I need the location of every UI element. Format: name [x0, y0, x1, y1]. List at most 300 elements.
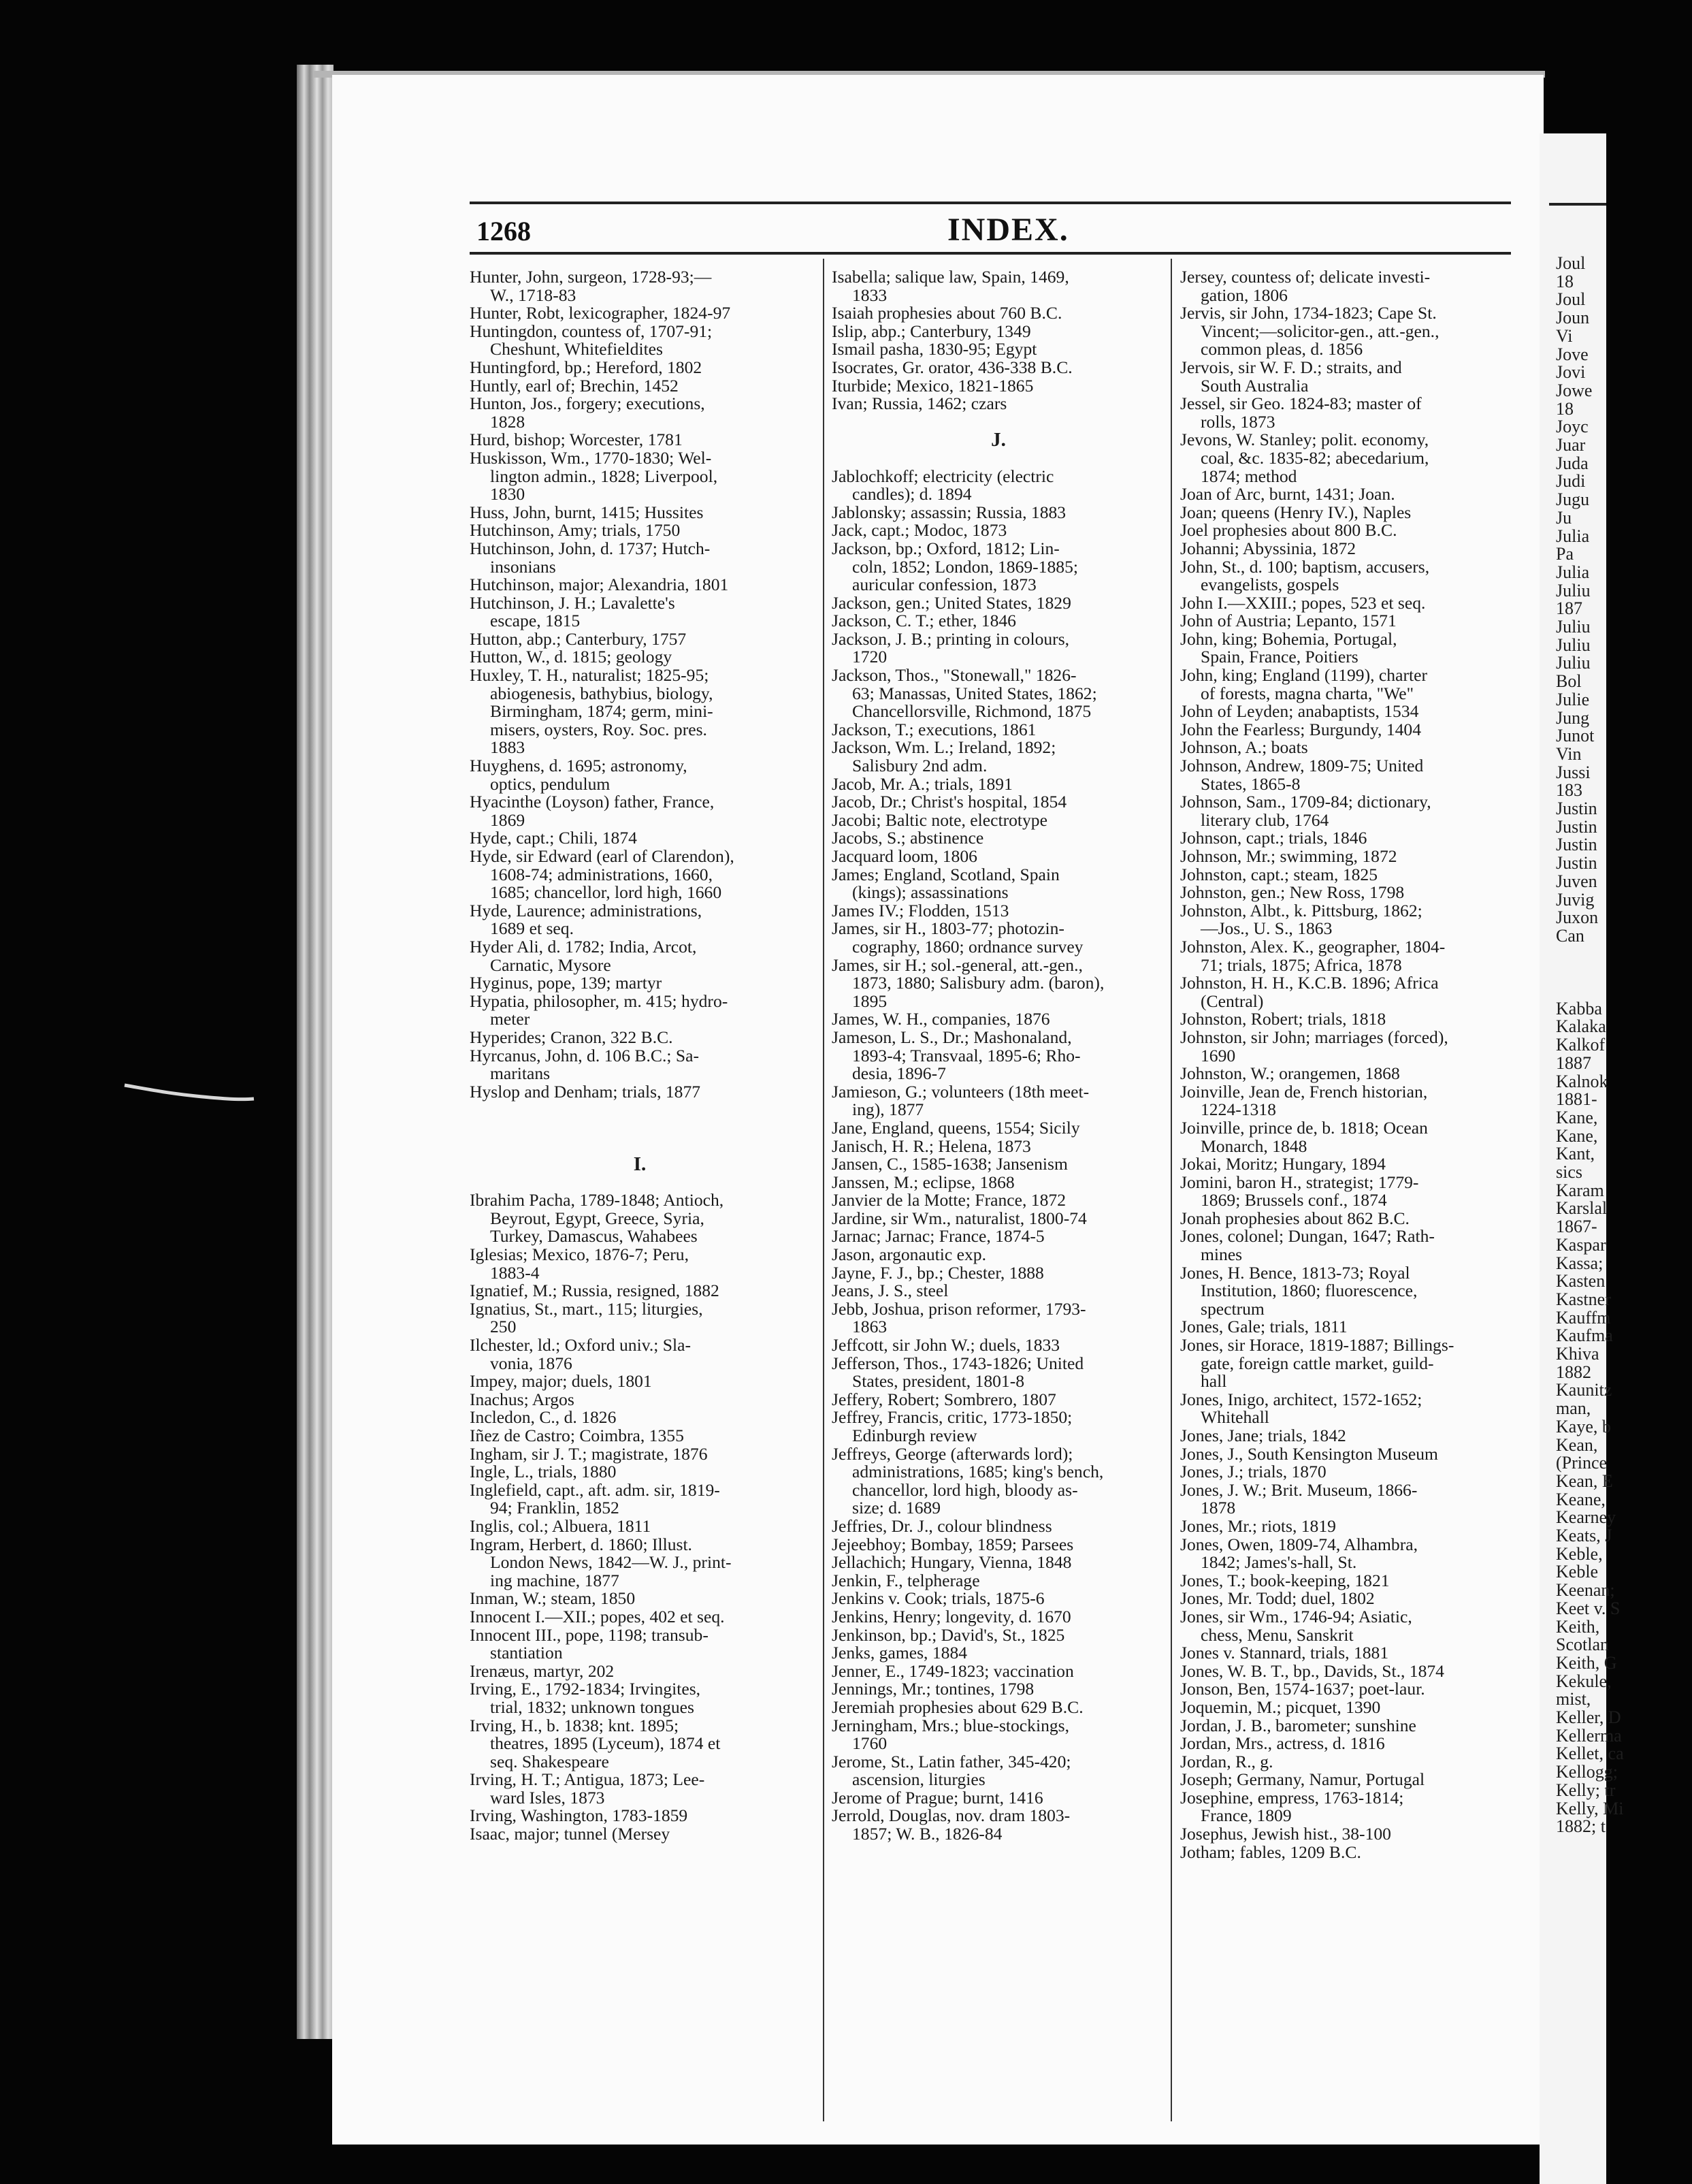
index-entry-line: Huss, John, burnt, 1415; Hussites: [470, 502, 704, 522]
index-entry-line: Isabella; salique law, Spain, 1469,: [832, 267, 1069, 287]
index-entry-line: Inman, W.; steam, 1850: [470, 1588, 636, 1609]
facing-page-line: Kellerma: [1556, 1725, 1622, 1746]
facing-page-line: mist,: [1556, 1689, 1591, 1709]
index-entry-continuation: 1830: [490, 484, 525, 504]
index-entry: [832, 1807, 1165, 1843]
index-entry-continuation: Chancellorsville, Richmond, 1875: [852, 701, 1092, 722]
facing-page-line: 18: [1556, 271, 1574, 291]
index-entry-continuation: escape, 1815: [490, 611, 581, 631]
index-entry-line: Jones, Jane; trials, 1842: [1180, 1426, 1346, 1445]
facing-page-line: Kean, E: [1556, 1471, 1613, 1491]
index-entry-continuation: of forests, magna charta, "We": [1201, 683, 1414, 703]
index-entry: [470, 1660, 810, 1681]
index-entry: [832, 1699, 1165, 1717]
index-entry-line: Hyacinthe (Loyson) father, France,: [470, 792, 715, 812]
index-entry: [1180, 1155, 1512, 1174]
index-entry-line: Jordan, R., g.: [1180, 1751, 1273, 1771]
index-entry: [1180, 1336, 1512, 1391]
index-entry-line: Jenkins, Henry; longevity, d. 1670: [832, 1606, 1071, 1626]
index-entry-line: Hunter, John, surgeon, 1728-93;—: [470, 267, 712, 287]
index-entry: [832, 268, 1165, 304]
index-entry-line: Islip, abp.; Canterbury, 1349: [832, 321, 1031, 341]
facing-page-line: Kaye, b: [1556, 1416, 1611, 1436]
index-entry: [470, 1391, 810, 1409]
index-entry-line: Jeffrey, Francis, critic, 1773-1850;: [832, 1407, 1073, 1428]
index-entry-continuation: hall: [1201, 1371, 1227, 1392]
spacer: [470, 1101, 810, 1119]
facing-page-line: Kabba: [1556, 998, 1602, 1018]
index-entry-line: Jomini, baron H., strategist; 1779-: [1180, 1172, 1419, 1192]
index-entry-continuation: 1857; W. B., 1826-84: [852, 1824, 1003, 1844]
facing-page-line: Keet v. S: [1556, 1598, 1621, 1618]
index-column-1: [470, 268, 810, 2138]
index-entry-line: Johanni; Abyssinia, 1872: [1180, 538, 1356, 558]
index-entry-line: Iturbide; Mexico, 1821-1865: [832, 375, 1034, 396]
index-entry: [1180, 1680, 1512, 1699]
index-entry-line: Ignatius, St., mart., 115; liturgies,: [470, 1298, 703, 1319]
index-entry-line: Jackson, Thos., "Stonewall," 1826-: [832, 665, 1077, 686]
index-entry: [1180, 757, 1512, 793]
index-entry-line: Jevons, W. Stanley; polit. economy,: [1180, 430, 1429, 450]
index-entry-continuation: size; d. 1689: [852, 1498, 941, 1518]
index-entry-continuation: 1874; method: [1201, 466, 1297, 486]
facing-page-line: Kalnok: [1556, 1071, 1608, 1091]
index-entry-line: Hunton, Jos., forgery; executions,: [470, 394, 705, 414]
index-entry-continuation: 1224-1318: [1201, 1099, 1276, 1120]
index-entry: [832, 1029, 1165, 1083]
index-entry: [1180, 485, 1512, 504]
index-entry-continuation: 1878: [1201, 1498, 1236, 1518]
header-rule-top: [470, 202, 1511, 204]
index-entry: [832, 1155, 1165, 1174]
index-entry: [1180, 739, 1512, 757]
index-entry: [1180, 1174, 1512, 1210]
index-entry-line: Jablochkoff; electricity (electric: [832, 466, 1054, 486]
index-entry-continuation: Whitehall: [1201, 1407, 1269, 1428]
index-entry-line: James; England, Scotland, Spain: [832, 864, 1060, 884]
index-entry: [1180, 630, 1512, 667]
index-entry-line: Joel prophesies about 800 B.C.: [1180, 520, 1397, 541]
column-divider-2: [1171, 259, 1172, 2121]
index-entry-continuation: insonians: [490, 556, 556, 577]
index-entry-line: Josephine, empress, 1763-1814;: [1180, 1787, 1404, 1808]
index-entry: [832, 1590, 1165, 1608]
index-entry: [832, 304, 1165, 323]
facing-page-line: Kane,: [1556, 1107, 1598, 1127]
index-entry: [1180, 1717, 1512, 1735]
index-entry-continuation: (kings); assassinations: [852, 882, 1009, 903]
index-entry: [1180, 1644, 1512, 1663]
page-number: 1268: [476, 216, 531, 246]
index-entry-line: Jones, J., South Kensington Museum: [1180, 1443, 1438, 1464]
index-entry-line: Jerningham, Mrs.; blue-stockings,: [832, 1715, 1070, 1735]
index-entry-line: John the Fearless; Burgundy, 1404: [1180, 719, 1422, 739]
index-entry: [470, 1807, 810, 1825]
index-entry-line: Jones, H. Bence, 1813-73; Royal: [1180, 1262, 1410, 1283]
index-entry: [832, 1300, 1165, 1336]
index-entry-line: Ivan; Russia, 1462; czars: [832, 394, 1007, 414]
facing-page-line: Kant,: [1556, 1144, 1595, 1164]
facing-page-line: Julia: [1556, 562, 1590, 582]
index-entry: [470, 359, 810, 377]
index-entry-line: Jeffery, Robert; Sombrero, 1807: [832, 1389, 1056, 1409]
index-entry: [1180, 395, 1512, 431]
index-entry-line: Jones, sir Wm., 1746-94; Asiatic,: [1180, 1606, 1412, 1626]
index-entry-line: Isocrates, Gr. orator, 436-338 B.C.: [832, 357, 1073, 377]
index-entry-line: Hypatia, philosopher, m. 415; hydro-: [470, 991, 728, 1011]
index-entry: [832, 1191, 1165, 1210]
index-entry-line: Hyrcanus, John, d. 106 B.C.; Sa-: [470, 1045, 699, 1065]
index-entry: [470, 974, 810, 993]
index-entry-line: Innocent III., pope, 1198; transub-: [470, 1624, 709, 1645]
index-entry: [470, 1445, 810, 1464]
index-entry: [470, 1047, 810, 1083]
index-entry: [1180, 703, 1512, 721]
index-entry-continuation: ascension, liturgies: [852, 1769, 986, 1790]
index-entry-continuation: Institution, 1860; fluorescence,: [1201, 1281, 1418, 1301]
facing-page-line: Kellet, ca: [1556, 1744, 1624, 1764]
facing-page-line: Jovi: [1556, 362, 1586, 383]
index-entry: [832, 1753, 1165, 1789]
facing-page-line: Kastner: [1556, 1289, 1611, 1309]
index-entry-continuation: meter: [490, 1009, 530, 1029]
index-entry: [832, 775, 1165, 794]
index-entry: [1180, 793, 1512, 829]
index-entry-line: Hyder Ali, d. 1782; India, Arcot,: [470, 936, 697, 957]
index-entry-line: Johnston, Robert; trials, 1818: [1180, 1009, 1386, 1029]
index-entry-line: Jayne, F. J., bp.; Chester, 1888: [832, 1262, 1044, 1283]
index-entry: [832, 1119, 1165, 1138]
index-entry: [470, 1590, 810, 1608]
index-entry: [1180, 884, 1512, 902]
facing-page-line: Keble: [1556, 1562, 1599, 1582]
index-entry-line: Jones, sir Horace, 1819-1887; Billings-: [1180, 1335, 1454, 1355]
index-entry-continuation: 1685; chancellor, lord high, 1660: [490, 882, 722, 903]
index-entry: [470, 1300, 810, 1336]
index-entry: [832, 594, 1165, 613]
index-entry: [470, 757, 810, 793]
index-entry-line: Jessel, sir Geo. 1824-83; master of: [1180, 394, 1422, 414]
index-entry-continuation: 1828: [490, 411, 525, 432]
index-entry-line: Jerome, St., Latin father, 345-420;: [832, 1751, 1071, 1771]
index-entry: [1180, 521, 1512, 540]
index-entry-continuation: rolls, 1873: [1201, 411, 1275, 432]
index-entry: [832, 630, 1165, 667]
index-entry-line: Huntingford, bp.; Hereford, 1802: [470, 357, 702, 377]
index-entry-line: Jonah prophesies about 862 B.C.: [1180, 1208, 1410, 1228]
index-entry: [832, 1227, 1165, 1246]
index-entry-line: Isaiah prophesies about 760 B.C.: [832, 303, 1062, 323]
index-entry: [832, 612, 1165, 630]
index-entry: [470, 1029, 810, 1047]
index-entry-line: Johnson, Mr.; swimming, 1872: [1180, 846, 1397, 866]
index-entry-line: Johnston, W.; orangemen, 1868: [1180, 1063, 1400, 1084]
index-entry-continuation: gate, foreign cattle market, guild-: [1201, 1353, 1434, 1373]
index-entry-line: Hyde, capt.; Chili, 1874: [470, 828, 637, 848]
index-entry: [1180, 1789, 1512, 1825]
index-entry-line: Irving, H. T.; Antigua, 1873; Lee-: [470, 1769, 705, 1790]
index-entry-line: Hutton, abp.; Canterbury, 1757: [470, 628, 687, 649]
column-divider-1: [823, 259, 824, 2121]
index-entry: [470, 1427, 810, 1445]
index-entry: [832, 739, 1165, 775]
index-entry: [470, 1717, 810, 1771]
index-entry-line: Irving, Washington, 1783-1859: [470, 1805, 688, 1826]
facing-page-header-rule: [1549, 203, 1606, 206]
index-entry-line: Huntly, earl of; Brechin, 1452: [470, 375, 679, 396]
index-entry-line: Inachus; Argos: [470, 1389, 574, 1409]
index-entry: [470, 1626, 810, 1663]
index-entry-continuation: Salisbury 2nd adm.: [852, 756, 988, 776]
index-entry-line: Jamieson, G.; volunteers (18th meet-: [832, 1081, 1090, 1102]
index-entry-line: Hyde, sir Edward (earl of Clarendon),: [470, 846, 734, 866]
index-entry: [1180, 1010, 1512, 1029]
index-entry: [470, 540, 810, 576]
index-entry: [1180, 1771, 1512, 1789]
index-entry-continuation: 94; Franklin, 1852: [490, 1498, 619, 1518]
index-entry-continuation: 1833: [852, 285, 888, 305]
index-entry: [470, 521, 810, 540]
facing-page-line: Scotlan: [1556, 1635, 1609, 1655]
index-entry-line: John, king; Bohemia, Portugal,: [1180, 628, 1397, 649]
facing-page-line: Julie: [1556, 689, 1590, 709]
spacer: [470, 1174, 810, 1192]
index-entry: [470, 902, 810, 938]
index-entry-continuation: Edinburgh review: [852, 1426, 977, 1445]
index-entry: [832, 866, 1165, 902]
facing-page-line: 1881-: [1556, 1089, 1597, 1110]
index-entry: [1180, 1264, 1512, 1319]
index-entry: [470, 938, 810, 974]
index-entry: [470, 1608, 810, 1626]
index-entry: [1180, 1463, 1512, 1481]
index-entry: [832, 1264, 1165, 1283]
index-entry-continuation: States, 1865-8: [1201, 773, 1301, 794]
index-entry: [1180, 848, 1512, 866]
index-entry-line: Jones, Mr.; riots, 1819: [1180, 1515, 1336, 1536]
index-entry-continuation: States, president, 1801-8: [852, 1371, 1025, 1392]
index-entry-line: Hyperides; Cranon, 322 B.C.: [470, 1027, 673, 1047]
index-entry-continuation: Spain, France, Poitiers: [1201, 647, 1359, 667]
facing-page-line: Kane,: [1556, 1125, 1598, 1146]
facing-page-line: Khiva: [1556, 1344, 1599, 1364]
index-entry: [1180, 1517, 1512, 1536]
index-entry-line: Jefferson, Thos., 1743-1826; United: [832, 1353, 1084, 1373]
index-entry: [832, 468, 1165, 504]
index-entry-continuation: London News, 1842—W. J., print-: [490, 1552, 732, 1573]
facing-page-line: (Prince: [1556, 1453, 1608, 1473]
index-entry: [832, 721, 1165, 739]
index-entry-continuation: Turkey, Damascus, Wahabees: [490, 1226, 698, 1247]
index-entry: [832, 1010, 1165, 1029]
index-entry-continuation: lington admin., 1828; Liverpool,: [490, 466, 718, 486]
index-entry-line: Jervois, sir W. F. D.; straits, and: [1180, 357, 1402, 377]
index-entry-line: Jacobi; Baltic note, electrotype: [832, 809, 1047, 830]
index-entry: [832, 1355, 1165, 1391]
facing-page-line: Kaunitz: [1556, 1380, 1612, 1400]
index-entry-line: Jenkinson, bp.; David's, St., 1825: [832, 1624, 1065, 1645]
index-entry: [1180, 721, 1512, 739]
index-entry-continuation: Vincent;—solicitor-gen., att.-gen.,: [1201, 321, 1439, 341]
index-entry-continuation: vonia, 1876: [490, 1353, 572, 1373]
index-entry-continuation: 71; trials, 1875; Africa, 1878: [1201, 954, 1402, 975]
facing-page-line: Kekule,: [1556, 1671, 1612, 1691]
index-entry: [1180, 1119, 1512, 1155]
facing-page-line: Judi: [1556, 471, 1586, 492]
index-entry: [470, 1083, 810, 1102]
index-entry: [1180, 1844, 1512, 1862]
index-entry: [832, 1608, 1165, 1626]
index-entry-line: Ismail pasha, 1830-95; Egypt: [832, 339, 1037, 359]
index-entry-line: Jersey, countess of; delicate investi-: [1180, 267, 1431, 287]
facing-page-line: Juvig: [1556, 889, 1595, 910]
index-entry: [832, 793, 1165, 812]
facing-page-line: Julia: [1556, 526, 1590, 546]
spacer: [470, 1138, 810, 1156]
index-entry-continuation: Monarch, 1848: [1201, 1136, 1307, 1156]
index-entry-line: Janvier de la Motte; France, 1872: [832, 1190, 1066, 1210]
index-entry: [1180, 1065, 1512, 1083]
index-entry: [1180, 866, 1512, 884]
index-entry-continuation: chess, Menu, Sanskrit: [1201, 1624, 1354, 1645]
index-entry-line: Johnston, Albt., k. Pittsburg, 1862;: [1180, 900, 1422, 920]
index-entry-line: Jebb, Joshua, prison reformer, 1793-: [832, 1298, 1086, 1319]
index-entry-continuation: cography, 1860; ordnance survey: [852, 936, 1084, 957]
index-entry-line: Hutchinson, major; Alexandria, 1801: [470, 575, 729, 595]
index-entry: [470, 594, 810, 630]
margin-smudge: [121, 1076, 257, 1110]
index-entry: [832, 395, 1165, 413]
index-entry-line: James, W. H., companies, 1876: [832, 1009, 1050, 1029]
index-entry-continuation: 1883-4: [490, 1262, 540, 1283]
index-entry-line: Janssen, M.; eclipse, 1868: [832, 1172, 1015, 1192]
index-entry: [470, 648, 810, 667]
index-entry: [832, 1554, 1165, 1572]
index-entry: [470, 395, 810, 431]
index-entry-line: Ibrahim Pacha, 1789-1848; Antioch,: [470, 1190, 724, 1210]
index-entry: [470, 449, 810, 504]
index-entry-line: Joinville, prince de, b. 1818; Ocean: [1180, 1117, 1428, 1138]
index-entry: [1180, 667, 1512, 703]
index-entry-line: Johnson, A.; boats: [1180, 737, 1308, 758]
index-entry-line: Jeffries, Dr. J., colour blindness: [832, 1515, 1052, 1536]
index-entry: [470, 848, 810, 902]
facing-page-line: Keenan;: [1556, 1580, 1615, 1601]
facing-page-line: Kassa;: [1556, 1253, 1604, 1273]
index-entry: [832, 902, 1165, 920]
index-entry: [832, 954, 1165, 1011]
index-entry: [832, 504, 1165, 522]
facing-page-line: Kaspar: [1556, 1234, 1606, 1255]
section-letter-heading: I.: [633, 1153, 647, 1176]
index-entry-continuation: France, 1809: [1201, 1805, 1292, 1826]
index-entry-line: Iñez de Castro; Coimbra, 1355: [470, 1426, 684, 1445]
index-entry-line: Ingram, Herbert, d. 1860; Illust.: [470, 1534, 692, 1554]
index-entry: [470, 1372, 810, 1391]
index-entry-line: Joan of Arc, burnt, 1431; Joan.: [1180, 484, 1395, 504]
index-entry: [832, 667, 1165, 721]
facing-page-line: Jung: [1556, 707, 1590, 728]
header-rule-bottom: [470, 252, 1511, 255]
index-entry-line: Jackson, bp.; Oxford, 1812; Lin-: [832, 538, 1060, 558]
facing-page-line: Kellogg;: [1556, 1762, 1618, 1782]
index-entry-continuation: —Jos., U. S., 1863: [1201, 918, 1333, 939]
index-entry-line: Joinville, Jean de, French historian,: [1180, 1081, 1428, 1102]
index-entry-continuation: ing), 1877: [852, 1099, 924, 1120]
index-entry: [1180, 902, 1512, 938]
index-entry: [832, 1572, 1165, 1590]
index-entry-line: Jason, argonautic exp.: [832, 1244, 986, 1265]
facing-page-line: Jussi: [1556, 762, 1591, 782]
index-entry: [1180, 1660, 1512, 1681]
index-entry: [1180, 1391, 1512, 1427]
index-entry-continuation: South Australia: [1201, 375, 1309, 396]
index-entry-line: Huxley, T. H., naturalist; 1825-95;: [470, 665, 709, 686]
index-entry-line: John I.—XXIII.; popes, 523 et seq.: [1180, 592, 1426, 613]
index-entry: [470, 793, 810, 829]
index-entry-continuation: Carnatic, Mysore: [490, 954, 611, 975]
index-entry-line: Huyghens, d. 1695; astronomy,: [470, 756, 687, 776]
index-entry-continuation: 1869; Brussels conf., 1874: [1201, 1190, 1387, 1210]
index-entry: [1180, 829, 1512, 848]
index-entry-line: Jeans, J. S., steel: [832, 1281, 949, 1301]
index-entry-line: Jenkins v. Cook; trials, 1875-6: [832, 1588, 1045, 1609]
index-column-2: [832, 268, 1165, 2138]
facing-page-line: Joun: [1556, 308, 1590, 328]
index-entry-continuation: common pleas, d. 1856: [1201, 339, 1363, 359]
index-entry: [1180, 1227, 1512, 1264]
index-entry-continuation: 1873, 1880; Salisbury adm. (baron),: [852, 973, 1105, 993]
index-entry: [832, 920, 1165, 956]
index-entry-line: John, king; England (1199), charter: [1180, 665, 1427, 686]
index-entry-line: Jones, Mr. Todd; duel, 1802: [1180, 1588, 1375, 1609]
index-entry: [832, 1517, 1165, 1536]
index-entry-continuation: 1760: [852, 1733, 888, 1754]
index-entry-line: Johnson, Sam., 1709-84; dictionary,: [1180, 792, 1431, 812]
index-entry: [832, 829, 1165, 848]
index-entry-line: Jokai, Moritz; Hungary, 1894: [1180, 1154, 1386, 1174]
section-letter-heading: J.: [991, 429, 1006, 451]
index-entry-continuation: W., 1718-83: [490, 285, 576, 305]
index-entry-continuation: misers, oysters, Roy. Soc. pres.: [490, 719, 707, 739]
index-entry-line: Johnson, Andrew, 1809-75; United: [1180, 756, 1424, 776]
index-entry: [1180, 359, 1512, 395]
index-entry: [470, 1481, 810, 1517]
index-entry: [470, 1282, 810, 1300]
index-entry-line: Jeremiah prophesies about 629 B.C.: [832, 1697, 1084, 1717]
facing-page-line: 1867-: [1556, 1217, 1597, 1237]
index-entry-line: Jones, Owen, 1809-74, Alhambra,: [1180, 1534, 1418, 1554]
facing-page-line: Juda: [1556, 453, 1589, 473]
index-entry: [1180, 268, 1512, 304]
index-entry-line: Hutchinson, Amy; trials, 1750: [470, 520, 681, 541]
index-entry: [1180, 1481, 1512, 1517]
index-entry-line: Hutchinson, J. H.; Lavalette's: [470, 592, 675, 613]
index-entry-continuation: 1883: [490, 737, 525, 758]
facing-page-line: Keats, J: [1556, 1526, 1612, 1545]
index-entry-continuation: 250: [490, 1317, 517, 1337]
index-entry-line: Huskisson, Wm., 1770-1830; Wel-: [470, 447, 712, 468]
index-entry: [1180, 304, 1512, 359]
facing-page-line: Karslal: [1556, 1198, 1608, 1219]
index-entry: [1180, 1753, 1512, 1771]
index-entry-line: Jejeebhoy; Bombay, 1859; Parsees: [832, 1534, 1074, 1554]
index-entry-line: Joan; queens (Henry IV.), Naples: [1180, 502, 1412, 522]
index-entry-line: Jacobs, S.; abstinence: [832, 828, 984, 848]
index-entry-line: Jellachich; Hungary, Vienna, 1848: [832, 1552, 1072, 1573]
index-entry-line: Huntingdon, countess of, 1707-91;: [470, 321, 713, 341]
facing-page-line: Kalkof: [1556, 1035, 1606, 1055]
